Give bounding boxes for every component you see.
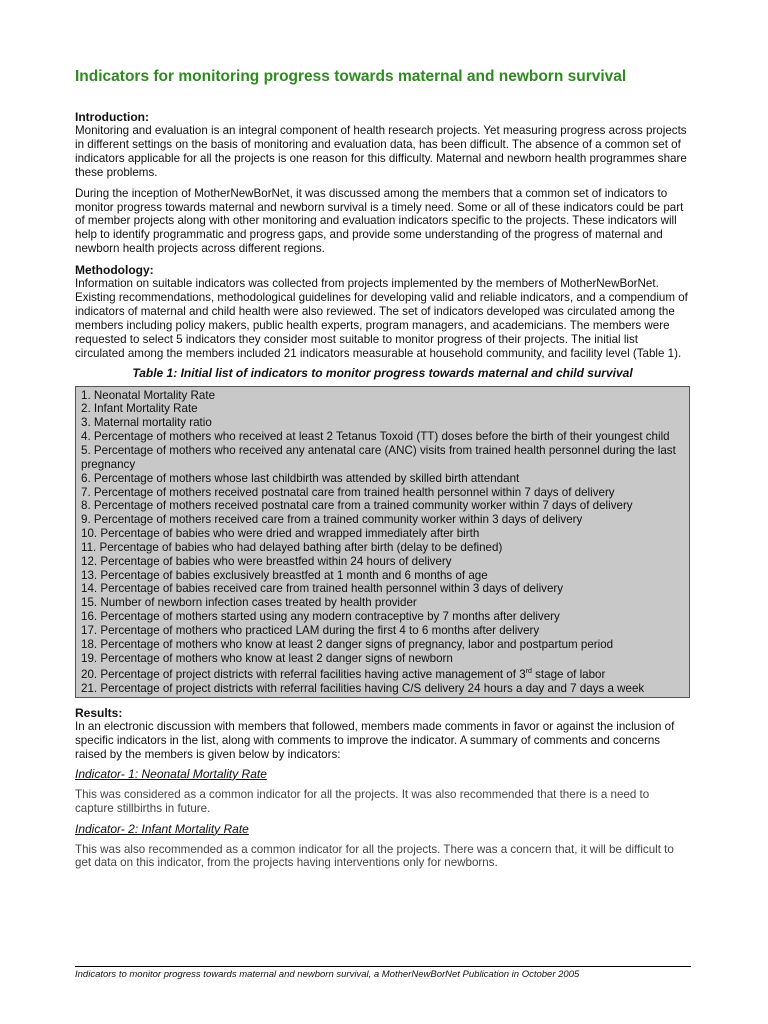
results-paragraph: In an electronic discussion with members that followed, members made comments in favor or against the inclusion of specific indicators in the list, along with comments to improve the indicator. A summary of comments and concerns raised by the members is given below by indicators: [75, 720, 675, 761]
indicator-2-heading: Indicator- 2: Infant Mortality Rate [75, 821, 249, 836]
indicator-1-text: This was considered as a common indicator for all the projects. It was also recommended that there is a need to capture stillbirths in future. [75, 787, 650, 815]
introduction-paragraph-1: Monitoring and evaluation is an integral component of health research projects. Yet measuring progress across projects in different settings on the basis of monitoring and evaluation data, has been difficult. The absence of a common set of indicators applicable for all the projects is one reason for this difficulty. Maternal and newborn health programmes share these problems. [75, 124, 687, 179]
table-caption: Table 1: Initial list of indicators to monitor progress towards maternal and child survival [132, 365, 633, 380]
introduction-heading: Introduction: [75, 110, 149, 124]
indicator-item-4: 4. Percentage of mothers who received at least 2 Tetanus Toxoid (TT) doses before the birth of their youngest child [81, 430, 670, 444]
indicator-item-19: 19. Percentage of mothers who know at least 2 danger signs of newborn [81, 651, 453, 665]
results-heading: Results: [75, 706, 123, 721]
indicator-item-15: 15. Number of newborn infection cases treated by health provider [81, 596, 417, 610]
indicator-item-21: 21. Percentage of project districts with referral facilities having C/S delivery 24 hours a day and 7 days a week [81, 682, 645, 696]
indicator-table [75, 386, 690, 698]
indicator-item-1: 1. Neonatal Mortality Rate [81, 388, 216, 402]
indicator-item-7: 7. Percentage of mothers received postnatal care from trained health personnel within 7 days of delivery [81, 485, 615, 499]
indicator-item-13: 13. Percentage of babies exclusively breastfed at 1 month and 6 months of age [81, 568, 488, 582]
indicator-item-8: 8. Percentage of mothers received postnatal care from a trained community worker within 7 days of delivery [81, 499, 633, 513]
indicator-item-17: 17. Percentage of mothers who practiced LAM during the first 4 to 6 months after delivery [81, 623, 540, 637]
indicator-1-heading: Indicator- 1: Neonatal Mortality Rate [75, 766, 267, 781]
indicator-item-3: 3. Maternal mortality ratio [81, 416, 212, 430]
indicator-item-14: 14. Percentage of babies received care from trained health personnel within 3 days of delivery [81, 582, 564, 596]
indicator-item-2: 2. Infant Mortality Rate [81, 402, 198, 416]
methodology-paragraph: Information on suitable indicators was collected from projects implemented by the members of MotherNewBorNet. Existing recommendations, methodological guidelines for developing valid and reliable indicators, and a compendium of indicators of maternal and child health were also reviewed. The set of indicators developed was circulated among the members including policy makers, public health experts, program managers, and academicians. The members were requested to select 5 indicators they consider most suitable to monitor progress of their projects. The initial list circulated among the members included 21 indicators measurable at household community, and facility level (Table 1). [75, 277, 688, 360]
indicator-item-10: 10. Percentage of babies who were dried and wrapped immediately after birth [81, 527, 480, 541]
document-title: Indicators for monitoring progress towards maternal and newborn survival [75, 68, 627, 85]
indicator-item-20-tail: stage of labor [531, 668, 606, 682]
indicator-item-20-superscript: rd [525, 668, 532, 676]
indicator-list [81, 389, 685, 696]
document-body [75, 110, 690, 876]
indicator-item-16: 16. Percentage of mothers started using any modern contraceptive by 7 months after delivery [81, 610, 560, 624]
indicator-item-18: 18. Percentage of mothers who know at least 2 danger signs of pregnancy, labor and postpartum period [81, 637, 614, 651]
indicator-item-6: 6. Percentage of mothers whose last childbirth was attended by skilled birth attendant [81, 471, 520, 485]
introduction-paragraph-2: During the inception of MotherNewBorNet, it was discussed among the members that a common set of indicators to monitor progress towards maternal and newborn survival is a timely need. Some or all of these indicators could be part of member projects along with other monitoring and evaluation indicators specific to the projects. These indicators will help to identify programmatic and progress gaps, and provide some understanding of the progress of maternal and newborn health projects across different regions. [75, 186, 684, 256]
indicator-item-9: 9. Percentage of mothers received care from a trained community worker within 3 days of delivery [81, 513, 583, 527]
indicator-item-11: 11. Percentage of babies who had delayed bathing after birth (delay to be defined) [81, 540, 503, 554]
indicator-item-20 [81, 665, 685, 682]
footer-divider [75, 966, 691, 967]
methodology-heading: Methodology: [75, 263, 154, 278]
page-footer: Indicators to monitor progress towards maternal and newborn survival, a MotherNewBorNet Publication in October 2005 [75, 969, 580, 980]
indicator-item-12: 12. Percentage of babies who were breastfed within 24 hours of delivery [81, 554, 452, 568]
indicator-2-text: This was also recommended as a common indicator for all the projects. There was a concern that, it will be difficult to get data on this indicator, from the projects having interventions only for newborns. [75, 842, 674, 870]
indicator-item-20-text: 20. Percentage of project districts with referral facilities having active management of 3 [81, 668, 526, 682]
indicator-item-5: 5. Percentage of mothers who received any antenatal care (ANC) visits from trained health personnel during the last pregnancy [81, 443, 676, 471]
